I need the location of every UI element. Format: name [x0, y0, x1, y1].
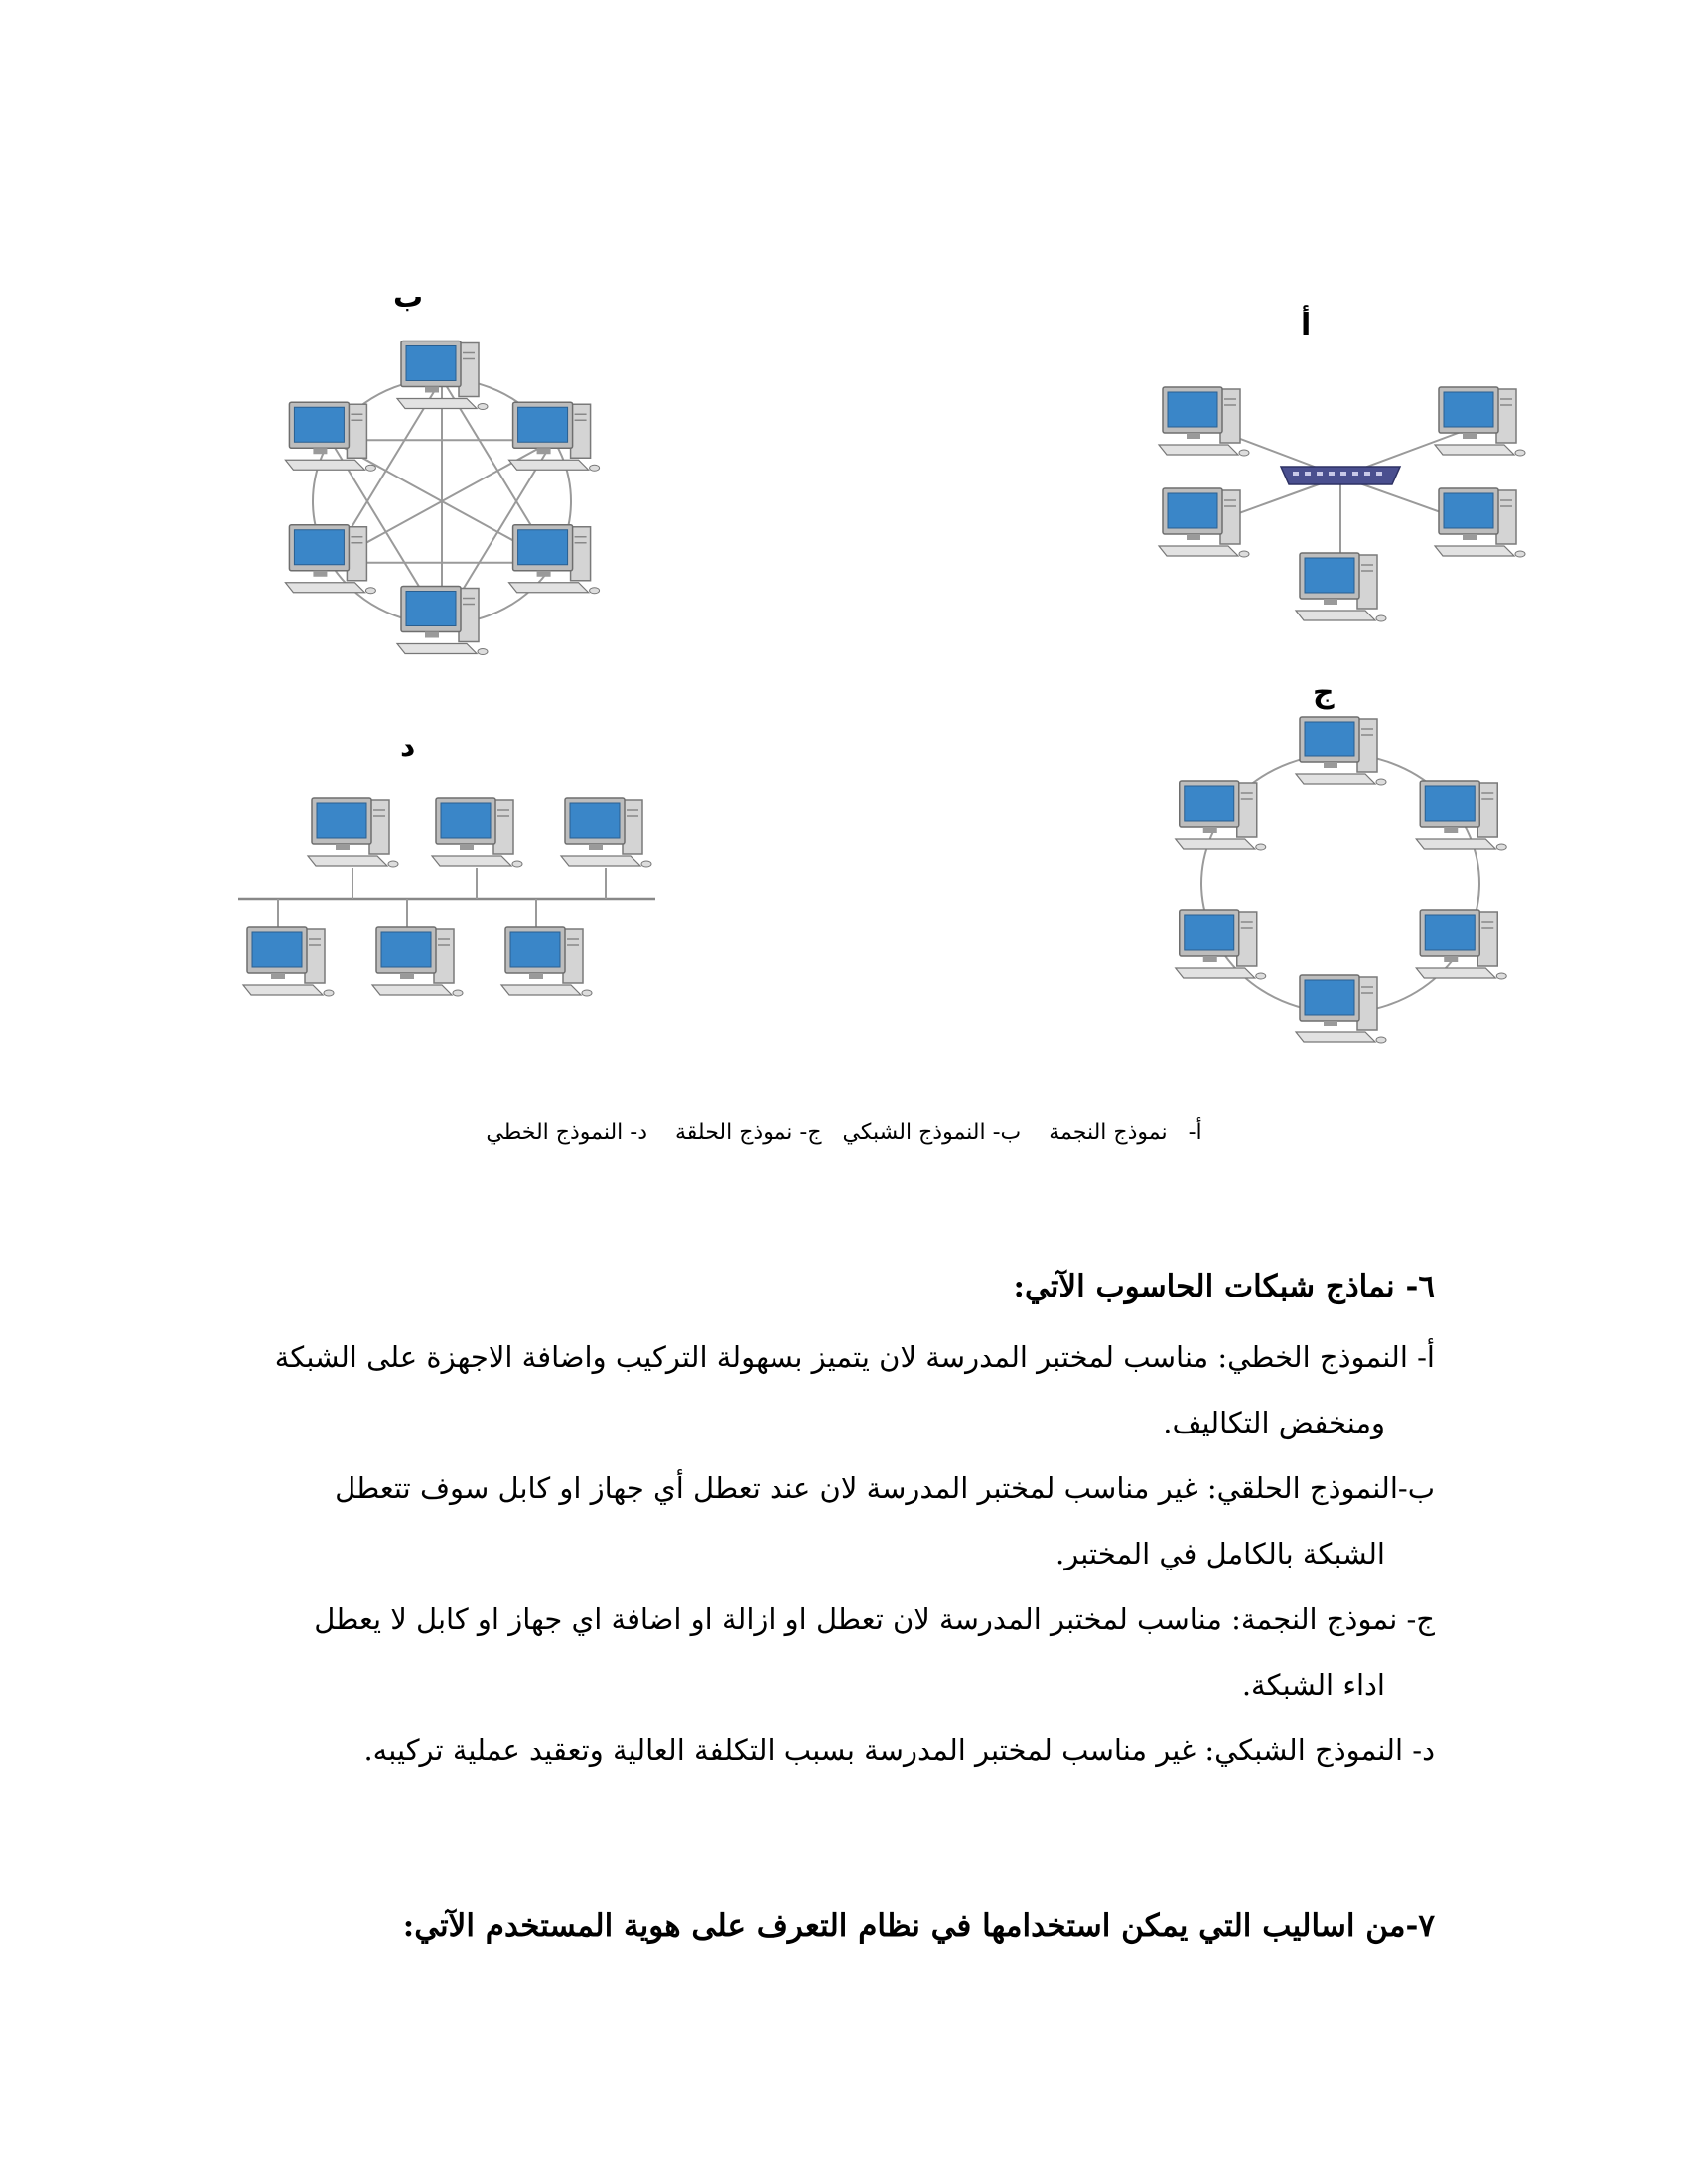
computer-icon — [1159, 387, 1249, 456]
computer-icon — [501, 927, 592, 996]
computer-icon — [1416, 910, 1506, 979]
answer-item-d-line1: د- النموذج الشبكي: غير مناسب لمختبر المدرسة بسبب التكلفة العالية وتعقيد عملية تركيبه. — [363, 1733, 1435, 1767]
bus-topology-diagram — [238, 794, 665, 1023]
star-topology-diagram — [1142, 367, 1539, 645]
computer-icon — [1176, 910, 1266, 979]
computer-icon — [509, 525, 600, 594]
answer-item-a — [218, 1324, 1435, 1455]
figure-label-ring: ج — [1313, 675, 1335, 710]
computer-icon — [397, 587, 488, 655]
figure-label-mesh: ب — [393, 280, 424, 315]
switch-icon — [1281, 467, 1400, 484]
answer-item-d — [218, 1717, 1435, 1783]
answer-item-b-line1: ب-النموذج الحلقي: غير مناسب لمختبر المدرسة لان عند تعطل أي جهاز او كابل سوف تتعطل — [335, 1471, 1435, 1505]
computer-icon — [561, 798, 651, 867]
ring-topology-diagram — [1142, 730, 1539, 1057]
computer-icon — [308, 798, 398, 867]
computer-icon — [243, 927, 334, 996]
answer-item-c-line1: ج- نموذج النجمة: مناسب لمختبر المدرسة لان تعطل او ازالة او اضافة اي جهاز او كابل لا يعطل — [314, 1602, 1435, 1636]
answer-item-c-line2: اداء الشبكة. — [1241, 1668, 1385, 1702]
computer-icon — [372, 927, 463, 996]
computer-icon — [397, 341, 488, 410]
answer-item-a-line2: ومنخفض التكاليف. — [1163, 1406, 1385, 1439]
computer-icon — [1159, 488, 1249, 557]
computer-icon — [1176, 781, 1266, 850]
question-7 — [218, 1908, 1435, 1944]
question-6-heading: ٦- نماذج شبكات الحاسوب الآتي: — [1013, 1269, 1435, 1304]
computer-icon — [1435, 387, 1525, 456]
computer-icon — [432, 798, 522, 867]
computer-icon — [1416, 781, 1506, 850]
computer-icon — [1296, 975, 1386, 1043]
answer-item-b-line2: الشبكة بالكامل في المختبر. — [1055, 1537, 1385, 1570]
answer-item-a-line1: أ- النموذج الخطي: مناسب لمختبر المدرسة لان يتميز بسهولة التركيب واضافة الاجهزة على الشبكة — [274, 1340, 1435, 1374]
answer-item-c — [218, 1586, 1435, 1717]
mesh-topology-diagram — [258, 347, 645, 675]
answer-item-b — [218, 1455, 1435, 1586]
question-7-heading: ٧-من اساليب التي يمكن استخدامها في نظام التعرف على هوية المستخدم الآتي: — [402, 1908, 1435, 1944]
figure-label-bus: د — [400, 730, 416, 764]
question-6 — [218, 1269, 1435, 1783]
computer-icon — [1296, 553, 1386, 621]
computer-icon — [1435, 488, 1525, 557]
figure-caption: أ- نموذج النجمة ب- النموذج الشبكي ج- نموذج الحلقة د- النموذج الخطي — [486, 1120, 1202, 1145]
computer-icon — [1296, 717, 1386, 785]
computer-icon — [285, 525, 375, 594]
figure-label-star: أ — [1301, 308, 1312, 342]
computer-icon — [285, 402, 375, 471]
computer-icon — [509, 402, 600, 471]
